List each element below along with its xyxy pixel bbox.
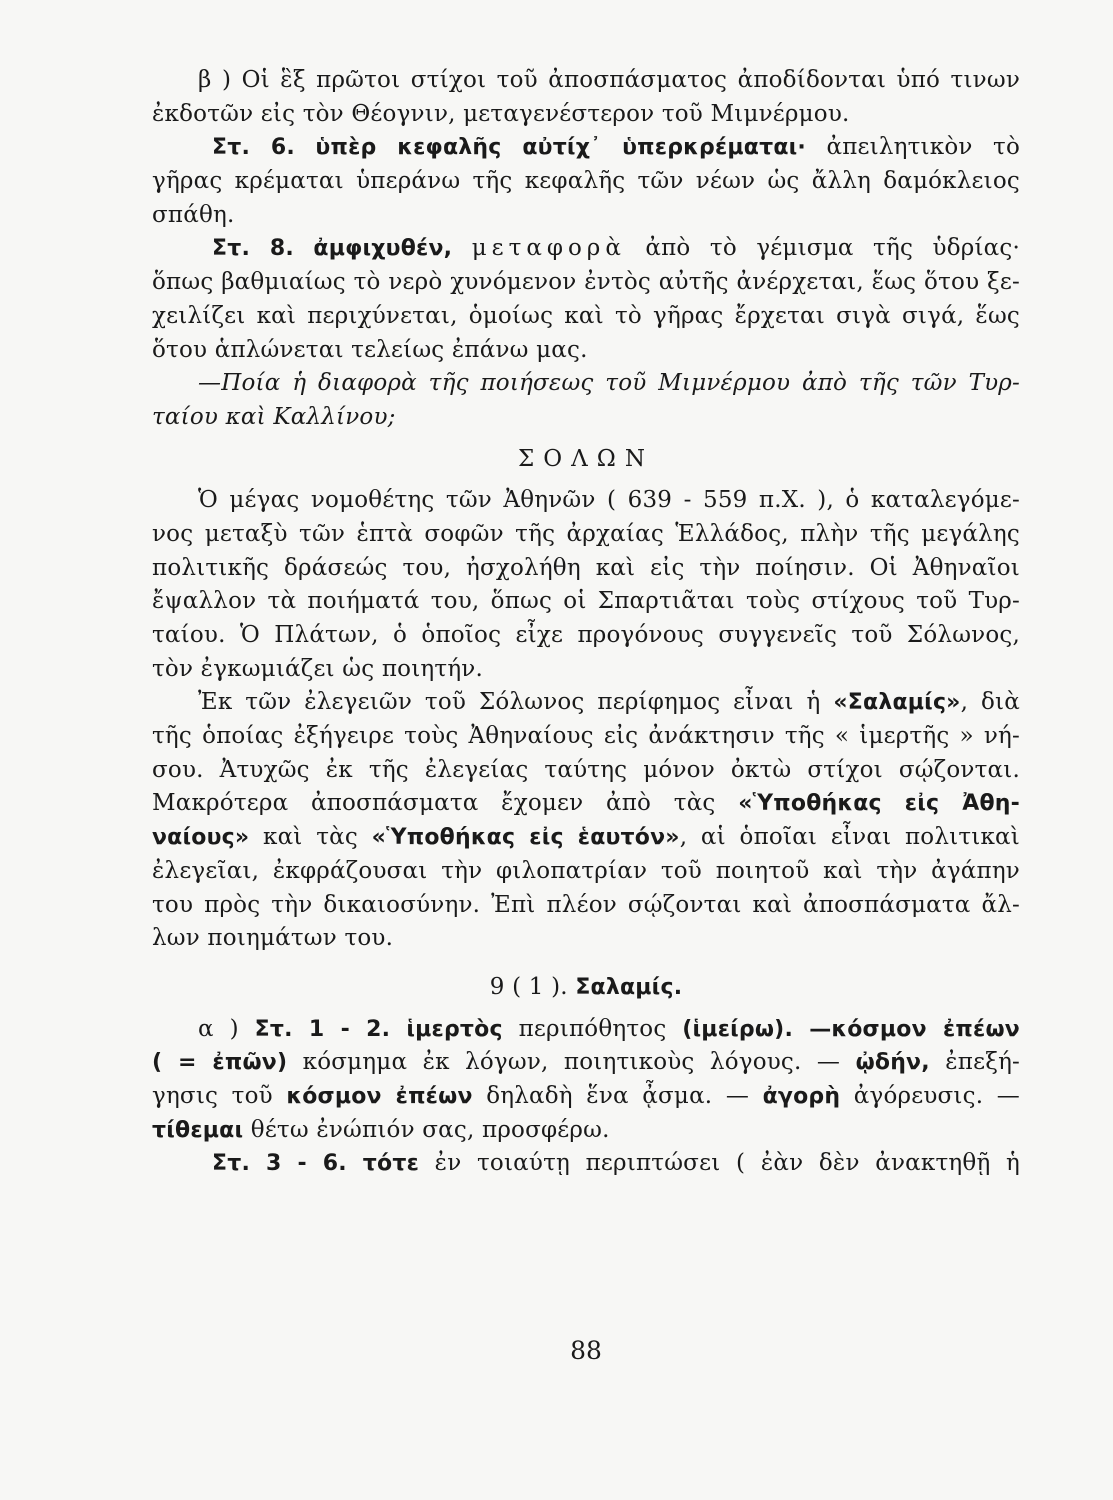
text-line: του πρὸς τὴν δικαιοσύνην. Ἐπὶ πλέον σῴζονται καὶ ἀποσπάσματα ἄλ- [152, 891, 1020, 918]
text-line: χειλίζει καὶ περιχύνεται, ὁμοίως καὶ τὸ γῆρας ἔρχεται σιγὰ σιγά, ἕως [152, 302, 1020, 329]
text-line: γῆρας κρέμαται ὑπεράνω τῆς κεφαλῆς τῶν νέων ὡς ἄλλη δαμόκλειος [152, 168, 1020, 195]
page-body [152, 64, 1020, 1365]
text-line: ταίου. Ὁ Πλάτων, ὁ ὁποῖος εἶχε προγόνους συγγενεῖς τοῦ Σόλωνος, [152, 622, 1020, 648]
text-line: ( = ἐπῶν) κόσμημα ἐκ λόγων, ποιητικοὺς λόγους. — ᾠδήν, ἐπεξή- [152, 1049, 1020, 1076]
page-number: 88 [570, 1336, 602, 1365]
question-line: —Ποία ἡ διαφορὰ τῆς ποιήσεως τοῦ Μιμνέρμου ἀπὸ τῆς τῶν Τυρ- [198, 370, 1020, 397]
text-line: τῆς ὁποίας ἐξήγειρε τοὺς Ἀθηναίους εἰς ἀνάκτησιν τῆς « ἱμερτῆς » νή- [152, 723, 1020, 750]
text-line: Ἐκ τῶν ἐλεγειῶν τοῦ Σόλωνος περίφημος εἶναι ἡ «Σαλαμίς», διὰ [198, 689, 1020, 716]
lemma: ὑπὲρ κεφαλῆς αὐτίχ᾽ ὑπερκρέμαται· [315, 135, 806, 161]
section-heading: ΣΟΛΩΝ [518, 445, 654, 472]
text-line: πολιτικῆς δράσεώς του, ἠσχολήθη καὶ εἰς τὴν ποίησιν. Οἱ Ἀθηναῖοι [152, 554, 1020, 581]
text-line: λων ποιημάτων του. [152, 925, 394, 952]
question-line: ταίου καὶ Καλλίνου; [152, 403, 396, 430]
text-line [152, 232, 1020, 266]
text-line: νος μεταξὺ τῶν ἑπτὰ σοφῶν τῆς ἀρχαίας Ἑλλάδος, πλὴν τῆς μεγάλης [152, 520, 1020, 547]
text-line: Στ. 3 - 6. τότε ἐν τοιαύτῃ περιπτώσει ( ἐὰν δὲν ἀνακτηθῇ ἡ [212, 1150, 1020, 1177]
text-line: ὅπως βαθμιαίως τὸ νερὸ χυνόμενον ἐντὸς αὐτῆς ἀνέρχεται, ἕως ὅτου ξε- [152, 269, 1020, 296]
gloss: ἀπὸ τὸ γέμισμα τῆς ὑδρίας· [645, 235, 1020, 262]
text-line: ἐκδοτῶν εἰς τὸν Θέογνιν, μεταγενέστερον τοῦ Μιμνέρμου. [152, 100, 850, 127]
text-line: ἐλεγεῖαι, ἐκφράζουσαι τὴν φιλοπατρίαν τοῦ ποιητοῦ καὶ τὴν ἀγάπην [152, 857, 1020, 884]
text-line: σου. Ἀτυχῶς ἐκ τῆς ἐλεγείας ταύτης μόνον ὀκτὼ στίχοι σῴζονται. [152, 756, 1020, 783]
poem-heading: 9 ( 1 ). Σαλαμίς. [489, 973, 683, 1000]
text-line: β ) Οἱ ἓξ πρῶτοι στίχοι τοῦ ἀποσπάσματος ἀποδίδονται ὑπό τινων [198, 67, 1020, 93]
title-hypothekai: «Ὑποθήκας εἰς Ἀθη- [738, 791, 1020, 817]
text-line [152, 131, 1020, 165]
text-line: σπάθη. [152, 201, 235, 228]
text-line: τίθεμαι θέτω ἐνώπιόν σας, προσφέρω. [152, 1116, 610, 1143]
title-salamis: «Σαλαμίς» [833, 690, 961, 716]
text-line: ἔψαλλον τὰ ποιήματά του, ὅπως οἱ Σπαρτιᾶται τοὺς στίχους τοῦ Τυρ- [152, 588, 1020, 615]
title-hypothekai-self: «Ὑποθήκας εἰς ἑαυτόν» [371, 825, 680, 851]
text-line: ὅτου ἁπλώνεται τελείως ἐπάνω μας. [152, 336, 588, 363]
text-line: Μακρότερα ἀποσπάσματα ἔχομεν ἀπὸ τὰς «Ὑποθήκας εἰς Ἀθη- [152, 790, 1020, 817]
text-line: Ὁ μέγας νομοθέτης τῶν Ἀθηνῶν ( 639 - 559 π.Χ. ), ὁ καταλεγόμε- [198, 487, 1020, 514]
spaced-word: μεταφορὰ [471, 235, 626, 262]
verse-ref: Στ. 8. [212, 236, 294, 262]
lemma: ἀμφιχυθέν, [313, 236, 453, 262]
verse-ref: Στ. 6. [212, 135, 295, 161]
text-line: ναίους» καὶ τὰς «Ὑποθήκας εἰς ἑαυτόν», αἱ ὁποῖαι εἶναι πολιτικαὶ [152, 824, 1020, 851]
gloss: ἀπειλητικὸν τὸ [826, 134, 1020, 161]
text-line: τὸν ἐγκωμιάζει ὡς ποιητήν. [152, 655, 483, 682]
text-line: α ) Στ. 1 - 2. ἱμερτὸς περιπόθητος (ἱμείρω). —κόσμον ἐπέων [198, 1015, 1020, 1042]
text-line: γησις τοῦ κόσμον ἐπέων δηλαδὴ ἕνα ᾆσμα. — ἀγορὴ ἀγόρευσις. — [152, 1082, 1020, 1109]
